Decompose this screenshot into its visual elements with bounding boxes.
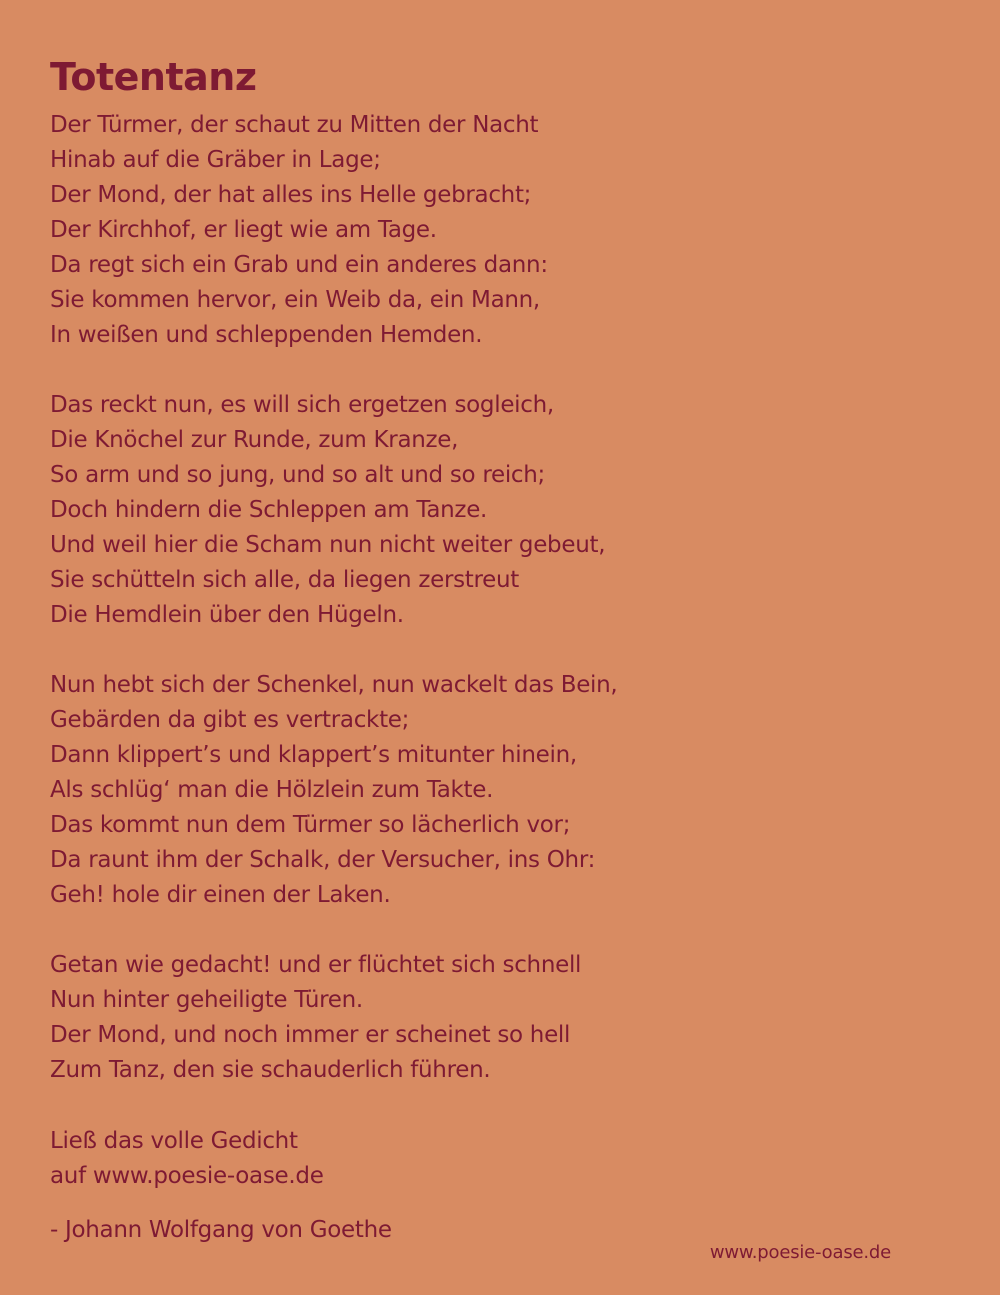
poem-line: Der Kirchhof, er liegt wie am Tage. xyxy=(50,217,437,243)
poem-line: Die Knöchel zur Runde, zum Kranze, xyxy=(50,427,459,453)
poem-line: Zum Tanz, den sie schauderlich führen. xyxy=(50,1057,491,1083)
promo-text xyxy=(50,1124,324,1194)
poem-line: Doch hindern die Schleppen am Tanze. xyxy=(50,497,488,523)
promo-line: Ließ das volle Gedicht xyxy=(50,1128,298,1154)
poem-line: Sie kommen hervor, ein Weib da, ein Mann, xyxy=(50,287,540,313)
stanza xyxy=(50,668,750,913)
promo-link: auf www.poesie-oase.de xyxy=(50,1163,324,1189)
poem-line: Hinab auf die Gräber in Lage; xyxy=(50,147,381,173)
poem-line: Gebärden da gibt es vertrackte; xyxy=(50,707,410,733)
poem-line: Sie schütteln sich alle, da liegen zerstreut xyxy=(50,567,520,593)
poem-line: Getan wie gedacht! und er flüchtet sich schnell xyxy=(50,952,582,978)
site-watermark: www.poesie-oase.de xyxy=(709,1242,891,1263)
poem-line: Das reckt nun, es will sich ergetzen sogleich, xyxy=(50,392,554,418)
poem-body xyxy=(50,108,750,1123)
author-credit: - Johann Wolfgang von Goethe xyxy=(50,1217,392,1243)
poem-line: Da regt sich ein Grab und ein anderes dann: xyxy=(50,252,548,278)
stanza xyxy=(50,948,750,1088)
poem-line: Da raunt ihm der Schalk, der Versucher, ins Ohr: xyxy=(50,847,596,873)
poem-line: Als schlüg‘ man die Hölzlein zum Takte. xyxy=(50,777,494,803)
poem-line: Nun hebt sich der Schenkel, nun wackelt das Bein, xyxy=(50,672,618,698)
stanza xyxy=(50,108,750,353)
poem-line: Nun hinter geheiligte Türen. xyxy=(50,987,363,1013)
poem-line: Der Mond, und noch immer er scheinet so hell xyxy=(50,1022,571,1048)
poem-line: Der Türmer, der schaut zu Mitten der Nacht xyxy=(50,112,539,138)
poem-line: Der Mond, der hat alles ins Helle gebracht; xyxy=(50,182,532,208)
poem-title: Totentanz xyxy=(50,55,257,99)
poem-line: Und weil hier die Scham nun nicht weiter gebeut, xyxy=(50,532,606,558)
poem-line: Das kommt nun dem Türmer so lächerlich vor; xyxy=(50,812,571,838)
poem-line: In weißen und schleppenden Hemden. xyxy=(50,322,483,348)
stanza xyxy=(50,388,750,633)
poem-line: Geh! hole dir einen der Laken. xyxy=(50,882,391,908)
poem-line: Dann klippert’s und klappert’s mitunter hinein, xyxy=(50,742,577,768)
poem-line: Die Hemdlein über den Hügeln. xyxy=(50,602,404,628)
poem-line: So arm und so jung, und so alt und so reich; xyxy=(50,462,545,488)
